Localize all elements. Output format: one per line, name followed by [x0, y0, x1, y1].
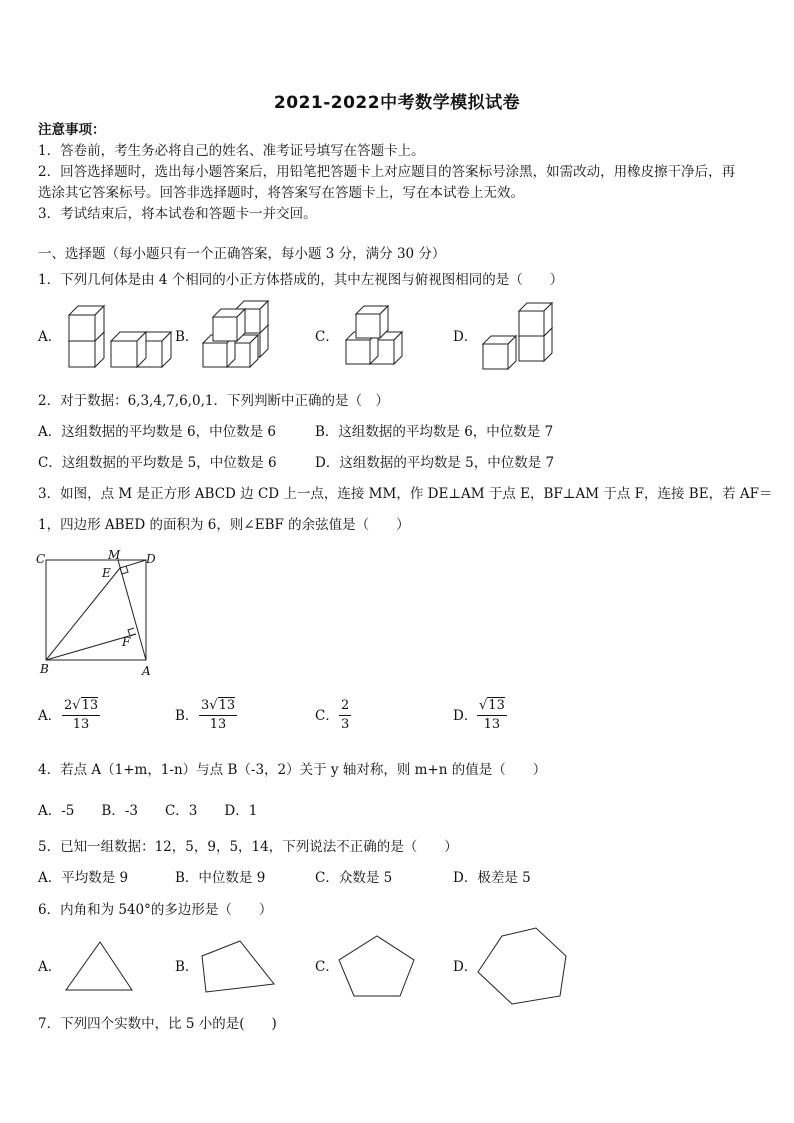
q3-option-c-fraction: $\frac{2}{3}$ [341, 698, 350, 732]
q2-option-a: A．这组数据的平均数是 6，中位数是 6 [38, 424, 277, 440]
question-7: 7．下列四个实数中，比 5 小的是( ) [38, 1016, 277, 1032]
cube [519, 303, 552, 336]
label-b: B [40, 662, 49, 676]
q6-figure-pentagon [336, 934, 416, 1000]
cube [69, 306, 104, 341]
q3-option-c-label: C． [315, 708, 339, 724]
q1-figure-a [60, 305, 170, 373]
question-6: 6．内角和为 540°的多边形是（ ） [38, 902, 273, 918]
section-heading: 一、选择题（每小题只有一个正确答案，每小题 3 分，满分 30 分） [38, 246, 446, 262]
q2-option-b: B．这组数据的平均数是 6，中位数是 7 [315, 424, 554, 440]
notice-item: 选涂其它答案标号。回答非选择题时，将答案写在答题卡上，写在本试卷上无效。 [38, 185, 524, 201]
question-2: 2．对于数据：6,3,4,7,6,0,1．下列判断中正确的是（ ） [38, 393, 389, 409]
q6-option-b-label: B． [175, 959, 199, 975]
q6-option-d-label: D． [453, 959, 478, 975]
q2-option-c: C．这组数据的平均数是 5，中位数是 6 [38, 455, 277, 471]
q1-option-b-label: B． [175, 329, 199, 345]
q3-option-d-fraction: $\frac{√13}{13}$ [479, 698, 505, 732]
cube [213, 309, 245, 341]
q5-option-a: A．平均数是 9 [38, 870, 129, 886]
q5-option-c: C．众数是 5 [315, 870, 393, 886]
segment-de [120, 560, 146, 568]
q1-option-a-label: A． [38, 329, 62, 345]
q1-figure-d [475, 300, 565, 372]
page-title: 2021-2022中考数学模拟试卷 [273, 93, 521, 113]
q6-option-c-label: C． [315, 959, 339, 975]
notice-item: 3．考试结束后，将本试卷和答题卡一并交回。 [38, 206, 317, 222]
label-d: D [146, 552, 156, 566]
label-e: E [102, 566, 111, 580]
q5-option-b: B．中位数是 9 [175, 870, 266, 886]
cube [483, 336, 516, 369]
cube [356, 306, 388, 338]
notice-heading: 注意事项： [38, 122, 106, 138]
q4-options: A．-5 B．-3 C．3 D．1 [38, 803, 258, 819]
label-f: F [122, 635, 131, 649]
q6-figure-quadrilateral [198, 938, 278, 996]
label-m: M [108, 548, 121, 562]
q3-option-d-label: D． [453, 708, 478, 724]
q6-figure-triangle [62, 938, 134, 992]
q6-option-a-label: A． [38, 959, 62, 975]
question-3-line-1: 3．如图，点 M 是正方形 ABCD 边 CD 上一点，连接 MM，作 DE⊥AM 于点 E，BF⊥AM 于点 F，连接 BE，若 AF＝ [38, 486, 773, 502]
q2-option-d: D．这组数据的平均数是 5，中位数是 7 [315, 455, 555, 471]
cube [111, 332, 146, 367]
question-4: 4．若点 A（1+m，1-n）与点 B（-3，2）关于 y 轴对称，则 m+n 的值是（ ） [38, 762, 547, 778]
q3-option-a-fraction: $\frac{2√13}{13}$ [64, 698, 99, 732]
q1-figure-b [200, 303, 280, 373]
square-abcd [46, 560, 146, 660]
q1-option-d-label: D． [453, 329, 478, 345]
question-5: 5．已知一组数据：12，5，9，5，14，下列说法不正确的是（ ） [38, 839, 458, 855]
q3-option-b-label: B． [175, 708, 199, 724]
question-3-line-2: 1，四边形 ABED 的面积为 6，则∠EBF 的余弦值是（ ） [38, 517, 410, 533]
q1-option-c-label: C． [315, 329, 339, 345]
q3-option-a-label: A． [38, 708, 62, 724]
q5-option-d: D．极差是 5 [453, 870, 531, 886]
label-a: A [142, 664, 151, 678]
question-1: 1．下列几何体是由 4 个相同的小正方体搭成的，其中左视图与俯视图相同的是（ ） [38, 272, 564, 288]
q1-figure-c [340, 300, 420, 372]
notice-item: 2．回答选择题时，选出每小题答案后，用铅笔把答题卡上对应题目的答案标号涂黑，如需改动，用橡皮擦干净后，再 [38, 164, 736, 180]
q3-option-b-fraction: $\frac{3√13}{13}$ [201, 698, 236, 732]
q6-figure-hexagon [474, 926, 570, 1006]
label-c: C [36, 552, 46, 566]
notice-item: 1．答卷前，考生务必将自己的姓名、准考证号填写在答题卡上。 [38, 143, 425, 159]
